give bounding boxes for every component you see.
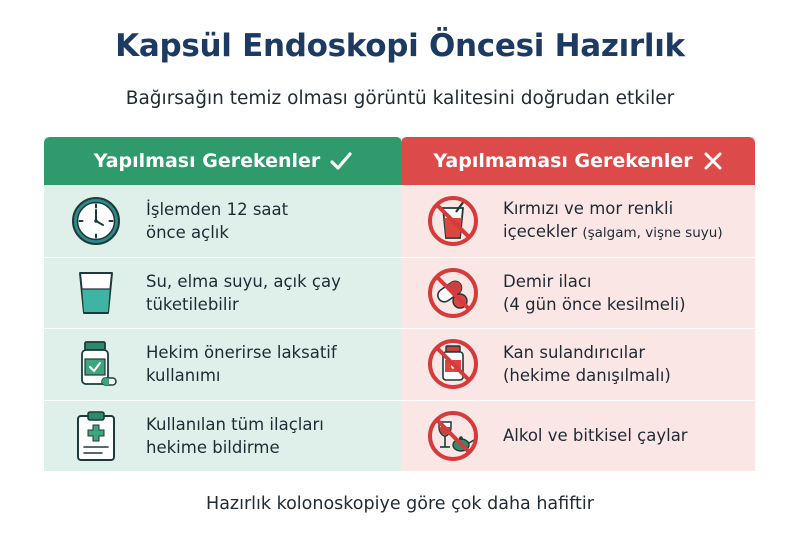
dont-column-header xyxy=(401,137,755,185)
do-item-laxative xyxy=(44,328,402,400)
no-red-drink-icon xyxy=(425,193,481,249)
list-item-text xyxy=(503,270,686,316)
do-item-clear-liquids xyxy=(44,257,402,329)
item-line2: (4 gün önce kesilmeli) xyxy=(503,294,686,314)
do-column xyxy=(44,137,402,471)
dont-column xyxy=(401,137,755,471)
item-line1: Kırmızı ve mor renkli xyxy=(503,198,674,218)
item-line2: içecekler xyxy=(503,221,578,241)
no-iron-pill-icon xyxy=(425,265,481,321)
check-icon xyxy=(330,151,352,171)
do-item-report-medications xyxy=(44,400,402,472)
list-item-text xyxy=(503,424,688,447)
list-item-text xyxy=(146,413,324,459)
water-glass-icon xyxy=(68,265,124,321)
no-blood-thinner-icon xyxy=(425,336,481,392)
list-item-text xyxy=(146,198,288,244)
item-line2: tüketilebilir xyxy=(146,294,239,314)
dont-item-red-drinks xyxy=(401,185,755,257)
no-alcohol-herbal-tea-icon xyxy=(425,408,481,464)
item-line2: önce açlık xyxy=(146,222,229,242)
item-line1: Hekim önerirse laksatif xyxy=(146,343,337,363)
cross-icon xyxy=(703,151,723,171)
dont-item-blood-thinners xyxy=(401,328,755,400)
item-line2: hekime bildirme xyxy=(146,437,280,457)
item-line1: Demir ilacı xyxy=(503,271,592,291)
medical-clipboard-icon xyxy=(68,408,124,464)
page-subtitle: Bağırsağın temiz olması görüntü kalitesini doğrudan etkiler xyxy=(125,88,675,109)
clock-icon xyxy=(68,193,124,249)
item-line1: Su, elma suyu, açık çay xyxy=(146,271,341,291)
item-line2-wrap xyxy=(503,220,723,245)
item-line2: (hekime danışılmalı) xyxy=(503,366,671,386)
list-item-text xyxy=(146,341,337,387)
item-line1: İşlemden 12 saat xyxy=(146,199,289,219)
page-title: Kapsül Endoskopi Öncesi Hazırlık xyxy=(115,28,685,64)
list-item-text xyxy=(503,341,671,387)
item-line1: Kullanılan tüm ilaçları xyxy=(146,414,324,434)
item-line1: Alkol ve bitkisel çaylar xyxy=(503,426,688,446)
item-line2: kullanımı xyxy=(146,366,221,386)
item-line1: Kan sulandırıcılar xyxy=(503,343,646,363)
footer-note: Hazırlık kolonoskopiye göre çok daha hafiftir xyxy=(206,494,594,514)
medicine-bottle-icon xyxy=(68,336,124,392)
list-item-text xyxy=(503,197,723,245)
do-column-heading: Yapılması Gerekenler xyxy=(93,150,321,172)
item-line2-note: (şalgam, vişne suyu) xyxy=(582,224,723,241)
dont-item-iron xyxy=(401,257,755,329)
dont-column-heading: Yapılmaması Gerekenler xyxy=(433,150,693,172)
list-item-text xyxy=(146,270,341,316)
dont-item-alcohol-herbal xyxy=(401,400,755,472)
do-item-fasting xyxy=(44,185,402,257)
do-column-header xyxy=(44,137,402,185)
